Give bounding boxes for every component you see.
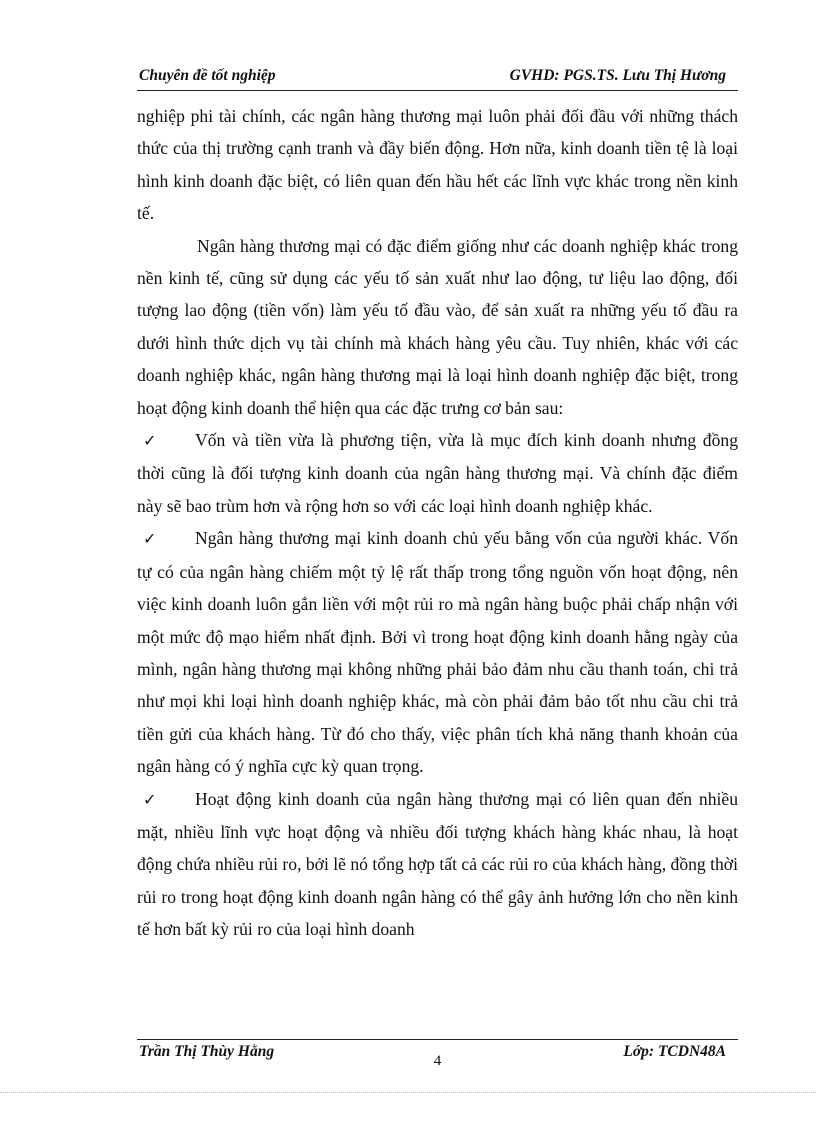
page-footer (137, 1039, 738, 1080)
check-mark-icon: ✓ (143, 529, 157, 549)
footer-author: Trần Thị Thùy Hằng (139, 1043, 275, 1060)
bullet-text-capital: Vốn và tiền vừa là phương tiện, vừa là mục đích kinh doanh nhưng đồng thời cũng là đối tượng kinh doanh của ngân hàng thương mại. Và chính đặc điểm này sẽ bao trùm hơn và rộng hơn so với các loại hình doanh nghiệp khác. (137, 430, 738, 516)
check-mark-icon: ✓ (143, 431, 157, 451)
bullet-item-borrowed-funds (137, 522, 738, 782)
header-supervisor: GVHD: PGS.TS. Lưu Thị Hương (509, 67, 726, 84)
bullet-item-risk (137, 783, 738, 946)
footer-class: Lớp: TCDN48A (623, 1043, 726, 1060)
page-number: 4 (433, 1053, 442, 1069)
paragraph-characteristics-intro: Ngân hàng thương mại có đặc điểm giống như các doanh nghiệp khác trong nền kinh tế, cũng sử dụng các yếu tố sản xuất như lao động, tư liệu lao động, đối tượng lao động (tiền vốn) làm yếu tố đầu vào, để sản xuất ra những yếu tố đầu ra dưới hình thức dịch vụ tài chính mà khách hàng yêu cầu. Tuy nhiên, khác với các doanh nghiệp khác, ngân hàng thương mại là loại hình doanh nghiệp đặc biệt, trong hoạt động kinh doanh thể hiện qua các đặc trưng cơ bản sau: (137, 235, 738, 418)
paragraph-continuation: nghiệp phi tài chính, các ngân hàng thương mại luôn phải đối đầu với những thách thức của thị trường cạnh tranh và đầy biến động. Hơn nữa, kinh doanh tiền tệ là loại hình kinh doanh đặc biệt, có liên quan đến hầu hết các lĩnh vực khác trong nền kinh tế. (137, 106, 738, 224)
bullet-text-risk: Hoạt động kinh doanh của ngân hàng thương mại có liên quan đến nhiều mặt, nhiều lĩnh vực hoạt động và nhiều đối tượng khách hàng khác nhau, là hoạt động chứa nhiều rủi ro, bởi lẽ nó tổng hợp tất cả các rủi ro của khách hàng, đồng thời rủi ro trong hoạt động kinh doanh ngân hàng có thể gây ảnh hưởng lớn cho nền kinh tế hơn bất kỳ rủi ro của loại hình doanh (137, 788, 738, 940)
check-mark-icon: ✓ (143, 789, 157, 809)
page-header (137, 64, 738, 91)
document-body (137, 100, 738, 946)
header-thesis-title: Chuyên đề tốt nghiệp (139, 67, 276, 84)
page-break-divider (0, 1092, 816, 1093)
bullet-item-capital (137, 424, 738, 522)
bullet-text-borrowed-funds: Ngân hàng thương mại kinh doanh chủ yếu bằng vốn của người khác. Vốn tự có của ngân hàng chiếm một tỷ lệ rất thấp trong tổng nguồn vốn hoạt động, nên việc kinh doanh luôn gắn liền với một rủi ro mà ngân hàng buộc phải chấp nhận với một mức độ mạo hiểm nhất định. Bởi vì trong hoạt động kinh doanh hằng ngày của mình, ngân hàng thương mại không những phải bảo đảm nhu cầu thanh toán, chi trả như mọi khi loại hình doanh nghiệp khác, mà còn phải đảm bảo tốt nhu cầu chi trả tiền gửi của khách hàng. Từ đó cho thấy, việc phân tích khả năng thanh khoản của ngân hàng có ý nghĩa cực kỳ quan trọng. (137, 528, 738, 777)
